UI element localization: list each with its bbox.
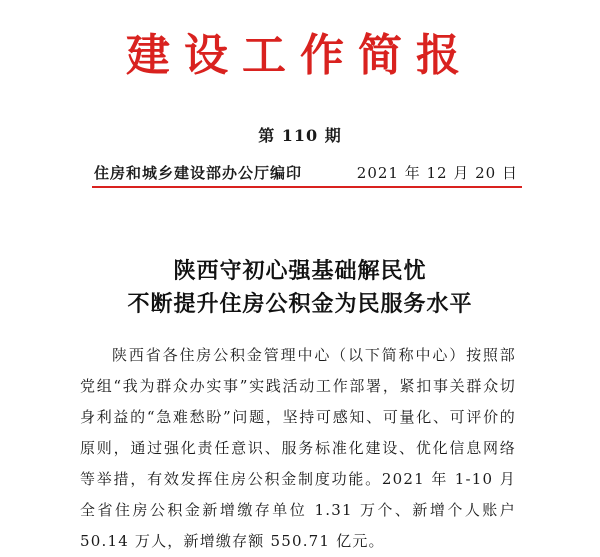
article-title-line-2: 不断提升住房公积金为民服务水平 bbox=[127, 292, 473, 317]
article-title-line-1: 陕西守初心强基础解民忧 bbox=[173, 259, 427, 284]
meta-row bbox=[94, 160, 518, 184]
masthead-title: 建设工作简报 bbox=[126, 30, 474, 81]
issue-number: 第 110 期 bbox=[258, 126, 342, 145]
red-divider bbox=[92, 186, 522, 188]
publisher: 住房和城乡建设部办公厅编印 bbox=[94, 164, 303, 182]
article-paragraph: 陕西省各住房公积金管理中心（以下简称中心）按照部党组“我为群众办实事”实践活动工作部署，紧扣事关群众切身利益的“急难愁盼”问题，坚持可感知、可量化、可评价的原则，通过强化责任意识、服务标准化建设、优化信息网络等举措，有效发挥住房公积金制度功能。2021 年 1-10 月全省住房公积金新增缴存单位 1.31 万个、新增个人账户 50.14 万人，新增缴存额 550.71 亿元。 bbox=[80, 346, 516, 550]
publish-date: 2021 年 12 月 20 日 bbox=[356, 164, 518, 182]
